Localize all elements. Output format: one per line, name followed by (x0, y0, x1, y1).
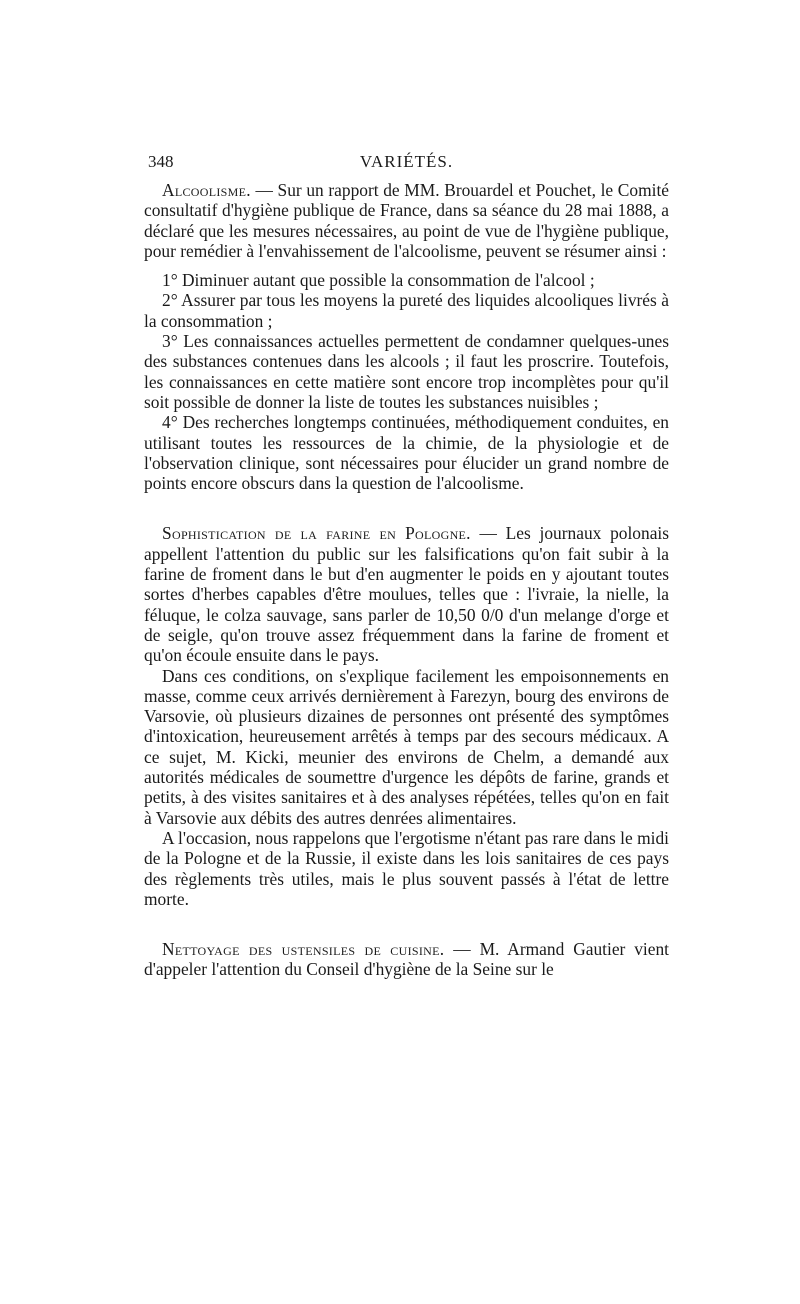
alcoolisme-item-1: 1° Diminuer autant que possible la consommation de l'alcool ; (162, 270, 595, 291)
section-sophistication (144, 523, 669, 909)
nettoyage-paragraph (144, 939, 669, 980)
alcoolisme-item-3: 3° Les connaissances actuelles permettent de condamner quelques-unes des substances contenues dans les alcools ; il faut les proscrire. Toutefois, les connaissances en cette matière sont encore trop incomplètes pour qu'il soit possible de donner la liste de toutes les substances nuisibles ; (144, 331, 669, 412)
sophistication-paragraph-2: Dans ces conditions, on s'explique facilement les empoisonnements en masse, comme ceux arrivés dernièrement à Farezyn, bourg des environs de Varsovie, où plusieurs dizaines de personnes ont présenté des symptômes d'intoxication, heureusement arrêtés à temps par des secours médicaux. A ce sujet, M. Kicki, meunier des environs de Chelm, a demandé aux autorités médicales de soumettre d'urgence les dépôts de farine, grands et petits, à des visites sanitaires et à des analyses répétées, telles qu'on en fait à Varsovie aux débits des autres denrées alimentaires. (144, 665, 669, 828)
alcoolisme-item-2: 2° Assurer par tous les moyens la pureté des liquides alcooliques livrés à la consommation ; (144, 290, 669, 331)
section-alcoolisme (144, 180, 669, 493)
section-nettoyage (144, 939, 669, 980)
alcoolisme-title: Alcoolisme. (162, 180, 251, 200)
document-page (144, 152, 669, 980)
page-header (144, 152, 669, 178)
page-number: 348 (148, 152, 174, 171)
sophistication-paragraph-1-text: — Les journaux polonais appellent l'attention du public sur les falsifications qu'on fait subir à la farine de froment dans le but d'en augmenter le poids en y ajoutant toutes sortes d'herbes capables d'être moulues, telles que : l'ivraie, la nielle, la féluque, le colza sauvage, sans parler de 10,50 0/0 d'un melange d'orge et de seigle, qu'on trouve assez fréquemment dans la farine de froment et qu'on écoule ensuite dans le pays. (144, 523, 670, 666)
alcoolisme-intro (144, 180, 669, 261)
nettoyage-text: — M. Armand Gautier vient d'appeler l'attention du Conseil d'hygiène de la Seine sur le (144, 939, 670, 980)
nettoyage-title: Nettoyage des ustensiles de cuisine. (162, 939, 445, 960)
sophistication-paragraph-1 (144, 523, 669, 665)
alcoolisme-intro-text: — Sur un rapport de MM. Brouardel et Pouchet, le Comité consultatif d'hygiène publique de France, dans sa séance du 28 mai 1888, a déclaré que les mesures nécessaires, au point de vue de l'hygiène publique, pour remédier à l'envahissement de l'alcoolisme, peuvent se résumer ainsi : (144, 180, 669, 261)
sophistication-title: Sophistication de la farine en Pologne. (162, 523, 471, 544)
alcoolisme-item-4: 4° Des recherches longtemps continuées, méthodiquement conduites, en utilisant toutes les ressources de la chimie, de la physiologie et de l'observation clinique, sont nécessaires pour élucider un grand nombre de points encore obscurs dans la question de l'alcoolisme. (144, 412, 669, 494)
sophistication-paragraph-3: A l'occasion, nous rappelons que l'ergotisme n'étant pas rare dans le midi de la Pologne et de la Russie, il existe dans les lois sanitaires de ces pays des règlements très utiles, mais le plus souvent passés à l'état de lettre morte. (144, 827, 669, 909)
running-title: VARIÉTÉS. (359, 152, 454, 171)
